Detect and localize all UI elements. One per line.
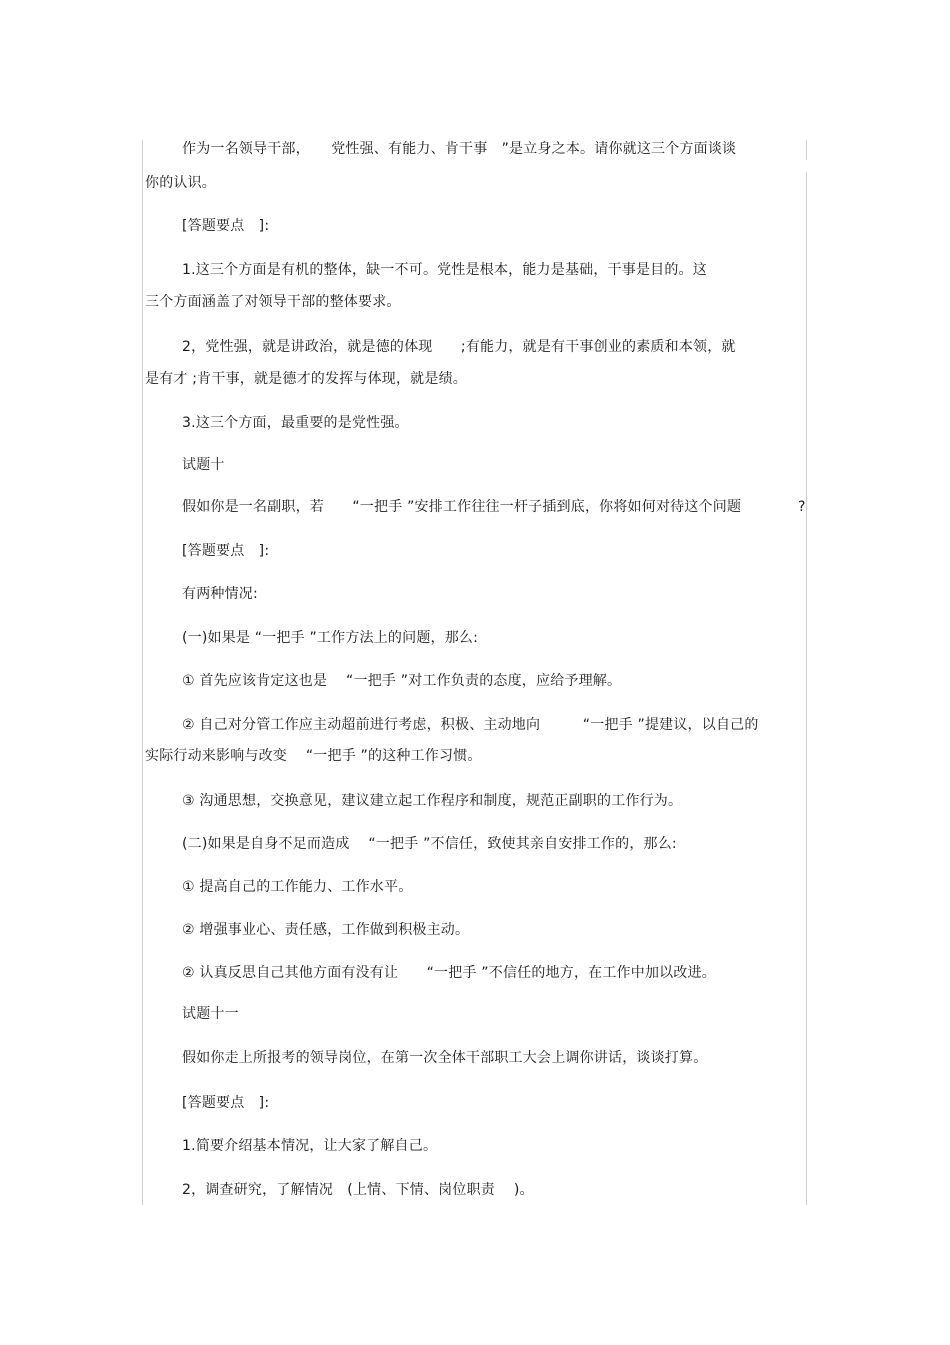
situation-1-item-3: ③ 沟通思想，交换意见，建议建立起工作程序和制度，规范正副职的工作行为。 bbox=[182, 793, 683, 809]
left-margin-rule bbox=[142, 140, 143, 1205]
answer-point-2-line-2: 是有才 ;肯干事，就是德才的发挥与体现，就是绩。 bbox=[145, 371, 467, 387]
situation-1-item-2-line-1: ② 自己对分管工作应主动超前进行考虑，积极、主动地向 “一把手 ”提建议，以自己的 bbox=[182, 717, 759, 733]
answer-11-point-1: 1.简要介绍基本情况，让大家了解自己。 bbox=[182, 1138, 438, 1154]
question-11-text: 假如你走上所报考的领导岗位，在第一次全体干部职工大会上调你讲话，谈谈打算。 bbox=[182, 1050, 708, 1066]
answer-point-1-line-1: 1.这三个方面是有机的整体，缺一不可。党性是根本，能力是基础，干事是目的。这 bbox=[182, 262, 707, 278]
answer-point-1-line-2: 三个方面涵盖了对领导干部的整体要求。 bbox=[145, 294, 401, 310]
answer-points-heading: [答题要点 ]: bbox=[182, 218, 270, 234]
situation-2-item-1: ① 提高自己的工作能力、工作水平。 bbox=[182, 879, 413, 895]
question-intro-line-2: 你的认识。 bbox=[145, 175, 216, 191]
answer-point-2-line-1: 2，党性强，就是讲政治，就是德的体现 ;有能力，就是有干事创业的素质和本领，就 bbox=[182, 339, 736, 355]
situation-2-item-2: ② 增强事业心、责任感，工作做到积极主动。 bbox=[182, 922, 470, 938]
situation-1-item-2-line-2: 实际行动来影响与改变 “一把手 ”的这种工作习惯。 bbox=[145, 748, 482, 764]
answer-points-heading: [答题要点 ]: bbox=[182, 1095, 270, 1111]
question-intro-line-1: 作为一名领导干部， 党性强、有能力、肯干事 ”是立身之本。请你就这三个方面谈谈 bbox=[182, 141, 737, 157]
question-10-title: 试题十 bbox=[182, 457, 225, 473]
two-situations: 有两种情况: bbox=[182, 586, 258, 602]
right-margin-rule-lower bbox=[806, 172, 807, 1205]
situation-1-heading: (一)如果是 “一把手 ”工作方法上的问题，那么: bbox=[182, 630, 479, 646]
question-11-title: 试题十一 bbox=[182, 1006, 239, 1022]
situation-1-item-1: ① 首先应该肯定这也是 “一把手 ”对工作负责的态度，应给予理解。 bbox=[182, 673, 622, 689]
answer-points-heading: [答题要点 ]: bbox=[182, 543, 270, 559]
question-10-text: 假如你是一名副职，若 “一把手 ”安排工作往往一杆子插到底，你将如何对待这个问题 ? bbox=[182, 499, 806, 515]
situation-2-item-3: ② 认真反思自己其他方面有没有让 “一把手 ”不信任的地方，在工作中加以改进。 bbox=[182, 965, 716, 981]
answer-11-point-2: 2，调查研究，了解情况 (上情、下情、岗位职责 )。 bbox=[182, 1182, 534, 1198]
right-margin-rule bbox=[806, 140, 807, 160]
answer-point-3: 3.这三个方面，最重要的是党性强。 bbox=[182, 415, 409, 431]
situation-2-heading: (二)如果是自身不足而造成 “一把手 ”不信任，致使其亲自安排工作的，那么: bbox=[182, 836, 677, 852]
